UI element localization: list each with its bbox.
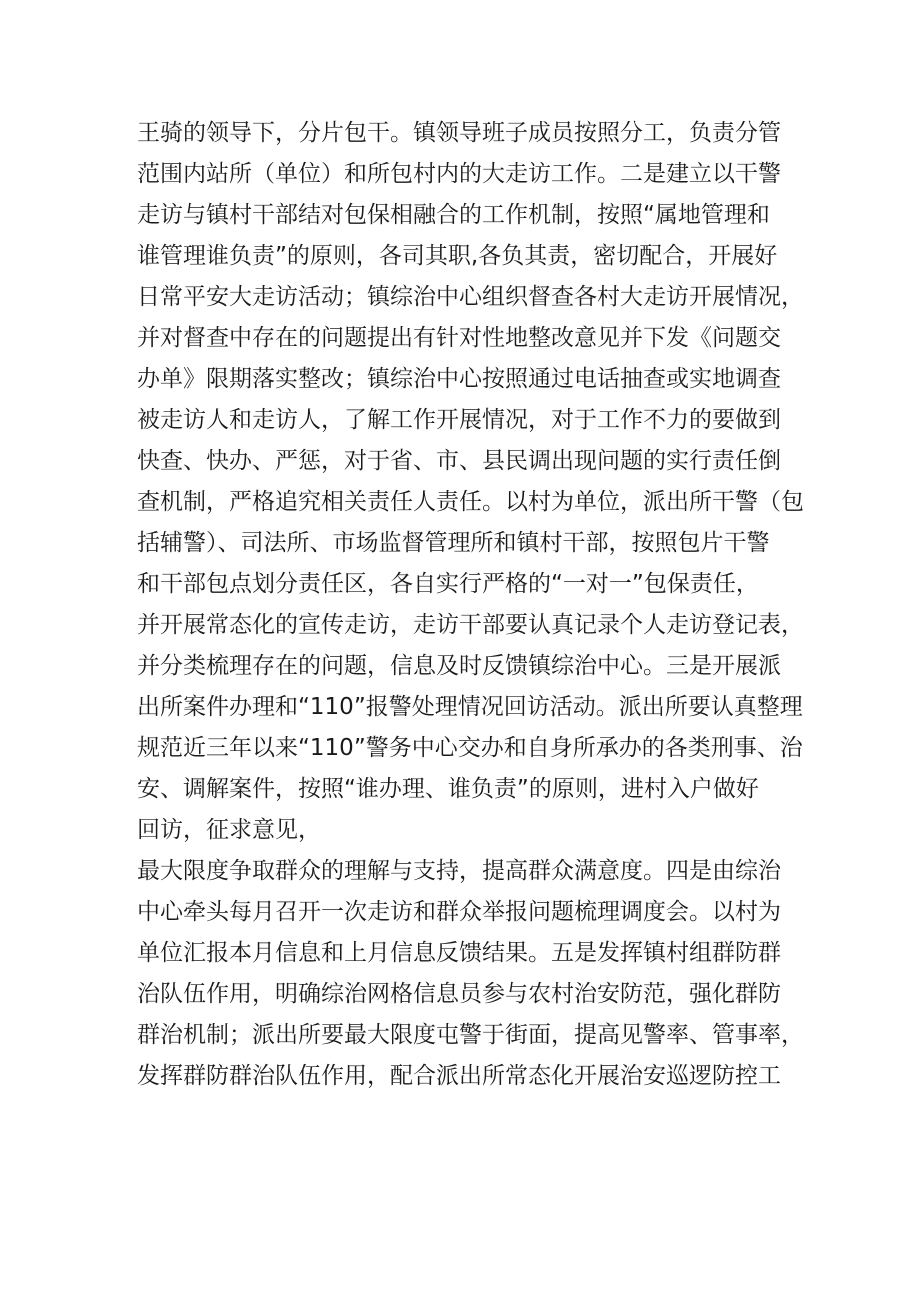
text-line: 出所案件办理和“110”报警处理情况回访活动。派出所要认真整理 xyxy=(137,694,803,720)
text-line: 群治机制；派出所要最大限度屯警于街面，提高见警率、管事率， xyxy=(137,1022,804,1048)
text-line: 单位汇报本月信息和上月信息反馈结果。五是发挥镇村组群防群 xyxy=(137,940,781,966)
text-line: 治队伍作用，明确综治网格信息员参与农村治安防范，强化群防 xyxy=(137,981,781,1007)
text-line: 快查、快办、严惩，对于省、市、县民调出现问题的实行责任倒 xyxy=(137,448,781,474)
text-line: 走访与镇村干部结对包保相融合的工作机制，按照“属地管理和 xyxy=(137,202,770,228)
text-line: 并开展常态化的宣传走访，走访干部要认真记录个人走访登记表， xyxy=(137,612,804,638)
text-line: 并对督查中存在的问题提出有针对性地整改意见并下发《问题交 xyxy=(137,325,781,351)
text-line: 并分类梳理存在的问题，信息及时反馈镇综治中心。三是开展派 xyxy=(137,653,781,679)
text-line: 王骑的领导下，分片包干。镇领导班子成员按照分工，负责分管 xyxy=(137,120,781,146)
text-line: 安、调解案件，按照“谁办理、谁负责”的原则，进村入户做好 xyxy=(137,776,759,802)
body-text xyxy=(137,113,817,1097)
text-line: 括辅警）、司法所、市场监督管理所和镇村干部，按照包片干警 xyxy=(137,530,770,556)
text-line: 和干部包点划分责任区，各自实行严格的“一对一”包保责任， xyxy=(137,571,759,597)
text-line: 办单》限期落实整改；镇综治中心按照通过电话抽查或实地调查 xyxy=(137,366,781,392)
text-line: 回访，征求意见， xyxy=(137,817,321,843)
text-line: 发挥群防群治队伍作用，配合派出所常态化开展治安巡逻防控工 xyxy=(137,1063,781,1089)
text-line: 查机制，严格追究相关责任人责任。以村为单位，派出所干警（包 xyxy=(137,489,804,515)
text-line: 中心牵头每月召开一次走访和群众举报问题梳理调度会。以村为 xyxy=(137,899,781,925)
text-line: 最大限度争取群众的理解与支持，提高群众满意度。四是由综治 xyxy=(137,858,781,884)
text-line: 规范近三年以来“110”警务中心交办和自身所承办的各类刑事、治 xyxy=(137,735,803,761)
text-line: 谁管理谁负责”的原则，各司其职,各负其责，密切配合，开展好 xyxy=(137,243,778,269)
text-line: 范围内站所（单位）和所包村内的大走访工作。二是建立以干警 xyxy=(137,161,781,187)
text-line: 被走访人和走访人，了解工作开展情况，对于工作不力的要做到 xyxy=(137,407,781,433)
text-line: 日常平安大走访活动；镇综治中心组织督查各村大走访开展情况， xyxy=(137,284,804,310)
